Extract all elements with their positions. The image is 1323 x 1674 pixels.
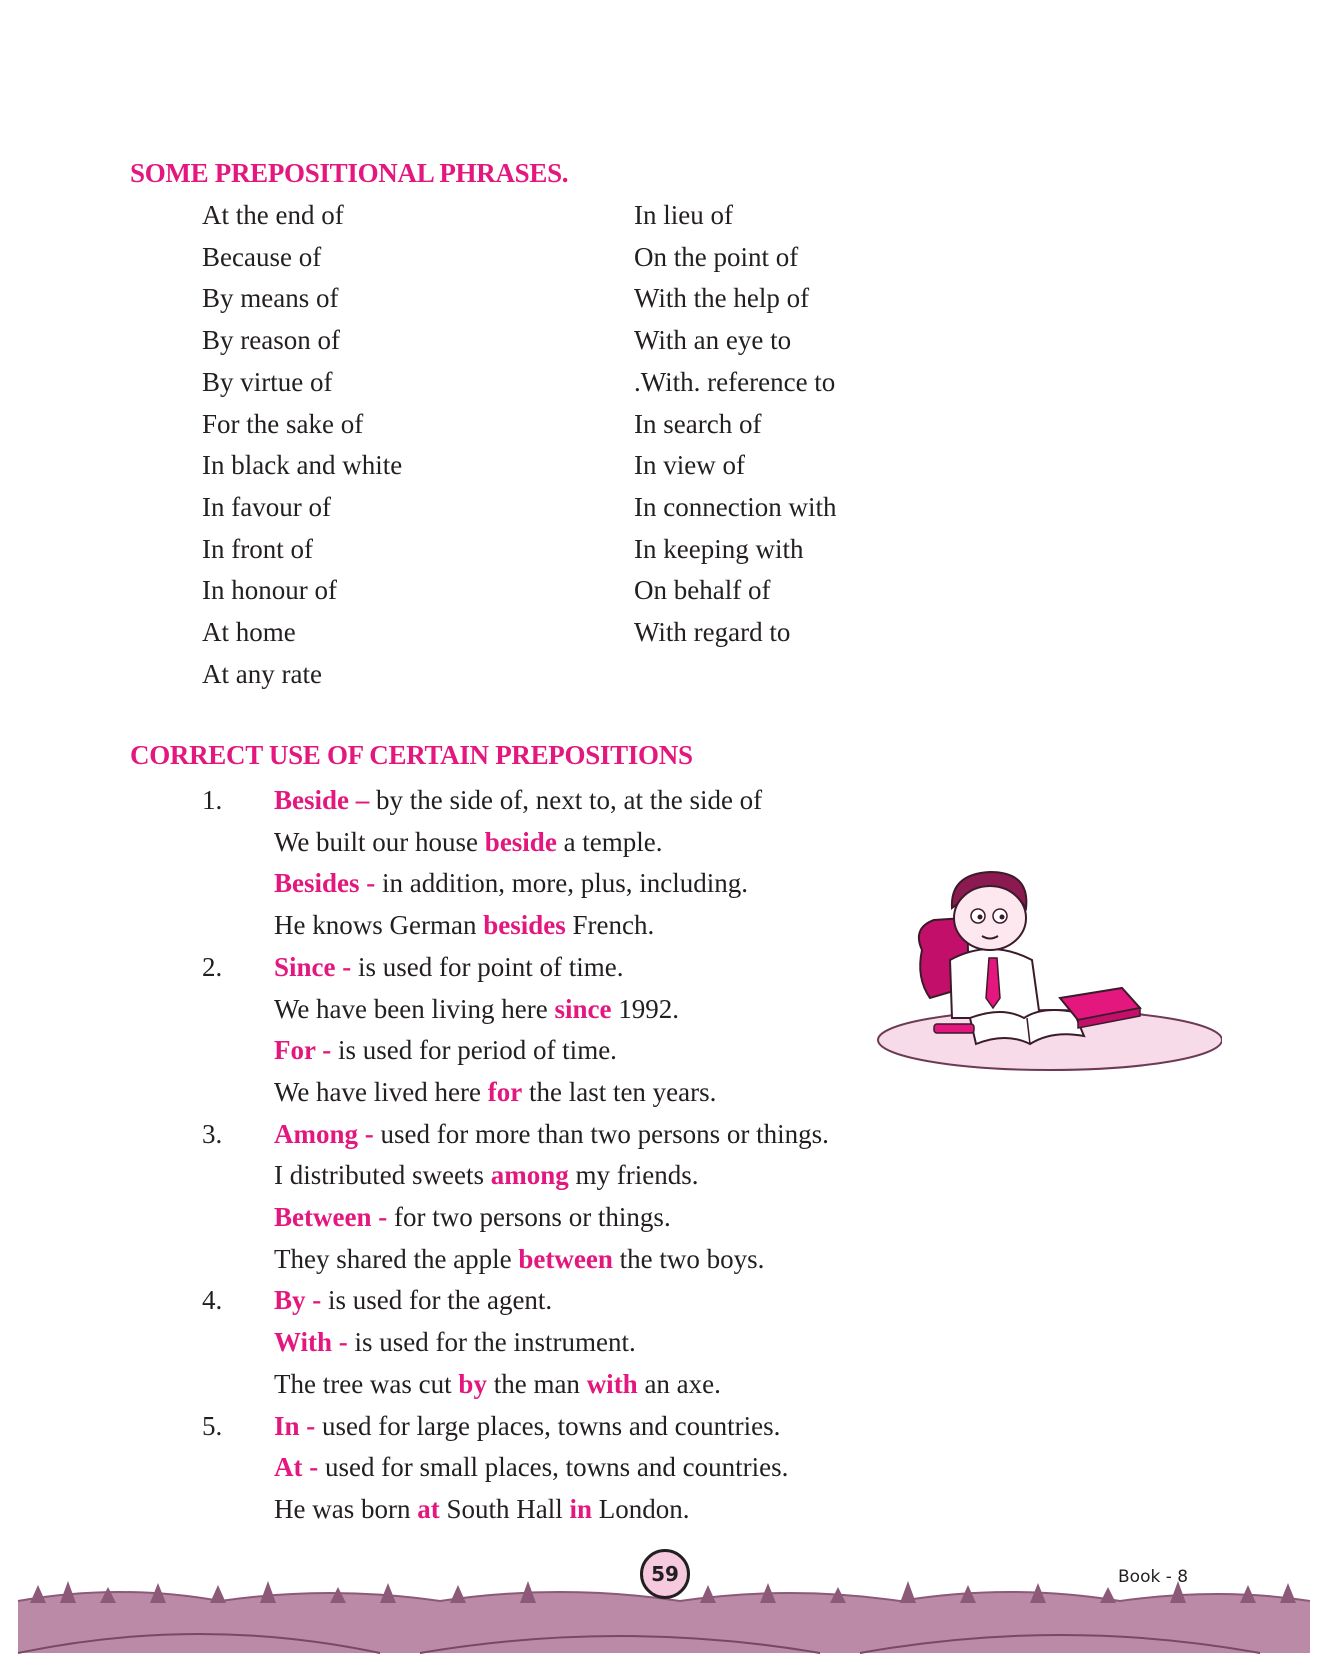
phrase-item: On the point of (634, 241, 799, 272)
text-segment: We have been living here (274, 993, 555, 1024)
text-segment: the man (486, 1368, 587, 1399)
usage-line (274, 1406, 788, 1448)
text-segment: He knows German (274, 910, 484, 941)
phrase-item: In favour of (202, 491, 331, 522)
section-title-prepositional-phrases: SOME PREPOSITIONAL PHRASES. (130, 158, 569, 188)
phrase-list-left (202, 195, 402, 695)
highlighted-word: In - (274, 1410, 316, 1441)
highlighted-word: among (490, 1160, 569, 1191)
phrase-item: In search of (634, 408, 762, 439)
phrase-list-right (634, 195, 836, 654)
usage-line (274, 1114, 829, 1156)
phrase-item: In front of (202, 533, 313, 564)
phrase-item: In black and white (202, 450, 403, 481)
text-segment: He was born (274, 1493, 418, 1524)
text-segment: We built our house (274, 826, 485, 857)
text-segment: used for large places, towns and countries. (315, 1410, 781, 1441)
usage-line (274, 1447, 788, 1489)
phrase-item: For the sake of (202, 408, 364, 439)
usage-item (202, 1280, 829, 1405)
highlighted-word: beside (484, 826, 557, 857)
item-number: 1. (202, 785, 223, 815)
usage-item (202, 1114, 829, 1281)
highlighted-word: At - (274, 1452, 319, 1483)
text-segment: is used for period of time. (331, 1035, 617, 1066)
usage-line (274, 1072, 716, 1114)
text-segment: They shared the apple (274, 1243, 519, 1274)
highlighted-word: between (518, 1243, 613, 1274)
highlighted-word: For - (274, 1035, 332, 1066)
phrase-item: At any rate (202, 658, 322, 689)
item-number: 3. (202, 1118, 223, 1149)
usage-line (274, 905, 762, 947)
usage-line (274, 1280, 721, 1322)
item-number: 4. (202, 1285, 223, 1316)
text-segment: a temple. (556, 826, 663, 857)
usage-item (202, 1406, 829, 1531)
text-segment: used for more than two persons or things. (373, 1118, 829, 1149)
text-segment: The tree was cut (274, 1368, 459, 1399)
phrase-item: In view of (634, 450, 745, 481)
text-segment: my friends. (568, 1160, 699, 1191)
text-segment: London. (592, 1493, 690, 1524)
text-segment: the two boys. (612, 1243, 765, 1274)
usage-line (274, 1030, 716, 1072)
boy-tie (986, 958, 1000, 1008)
text-segment: an axe. (637, 1368, 721, 1399)
highlighted-word: besides (483, 910, 566, 941)
item-number: 5. (202, 1410, 223, 1441)
highlighted-word: With - (274, 1327, 348, 1358)
highlighted-word: Between - (274, 1202, 388, 1233)
text-segment: by the side of, next to, at the side of (369, 785, 763, 815)
phrase-item: By reason of (202, 325, 340, 356)
phrase-item: Because of (202, 241, 322, 272)
page-number-badge: 59 (640, 1549, 690, 1599)
phrase-item: At home (202, 617, 296, 648)
phrase-item: In connection with (634, 491, 837, 522)
boy-face (954, 886, 1026, 950)
phrase-item: With an eye to (634, 325, 792, 356)
usage-line (274, 1364, 721, 1406)
highlighted-word: in (569, 1493, 593, 1524)
item-body (274, 780, 762, 947)
item-body (274, 1406, 788, 1531)
usage-line (274, 1197, 829, 1239)
highlighted-word: with (586, 1368, 638, 1399)
item-number: 2. (202, 951, 223, 982)
usage-line (274, 780, 762, 822)
usage-line (274, 863, 762, 905)
highlighted-word: since (554, 993, 612, 1024)
phrase-item: In lieu of (634, 200, 733, 230)
text-segment: is used for the agent. (321, 1285, 553, 1316)
text-segment: South Hall (439, 1493, 570, 1524)
highlighted-word: for (487, 1076, 523, 1107)
highlighted-word: Besides - (274, 868, 376, 899)
text-segment: is used for point of time. (351, 951, 624, 982)
phrase-item: In keeping with (634, 533, 804, 564)
highlighted-word: Since - (274, 951, 352, 982)
usage-line (274, 1489, 788, 1531)
usage-item (202, 947, 829, 1114)
boy-reading-illustration (872, 868, 1222, 1078)
text-segment: We have lived here (274, 1076, 488, 1107)
usage-line (274, 989, 716, 1031)
usage-line (274, 1239, 829, 1281)
highlighted-word: Among - (274, 1118, 374, 1149)
text-segment: I distributed sweets (274, 1160, 491, 1191)
usage-line (274, 1322, 721, 1364)
item-body (274, 1280, 721, 1405)
phrase-item: At the end of (202, 200, 344, 230)
text-segment: is used for the instrument. (347, 1327, 636, 1358)
text-segment: for two persons or things. (387, 1202, 671, 1233)
highlighted-word: at (417, 1493, 440, 1524)
text-segment: 1992. (611, 993, 679, 1024)
item-body (274, 1114, 829, 1281)
phrase-item: With regard to (634, 617, 791, 648)
phrase-item: By means of (202, 283, 339, 314)
phrase-item: With the help of (634, 283, 810, 314)
phrase-item: In honour of (202, 575, 337, 606)
highlighted-word: by (458, 1368, 487, 1399)
preposition-usage-list (202, 780, 829, 1531)
phrase-item: By virtue of (202, 366, 333, 397)
section-title-correct-use: CORRECT USE OF CERTAIN PREPOSITIONS (130, 740, 693, 770)
usage-line (274, 947, 716, 989)
usage-line (274, 1155, 829, 1197)
phrase-item: On behalf of (634, 575, 771, 606)
text-segment: used for small places, towns and countries. (318, 1452, 789, 1483)
text-segment: French. (565, 910, 655, 941)
usage-line (274, 822, 762, 864)
highlighted-word: By - (274, 1285, 322, 1316)
book-label: Book - 8 (1118, 1567, 1189, 1587)
item-body (274, 947, 716, 1114)
text-segment: the last ten years. (522, 1076, 717, 1107)
usage-item (202, 780, 829, 947)
pencil (934, 1024, 974, 1033)
highlighted-word: Beside – (274, 785, 370, 815)
text-segment: in addition, more, plus, including. (375, 868, 748, 899)
phrase-item: .With. reference to (634, 366, 836, 397)
